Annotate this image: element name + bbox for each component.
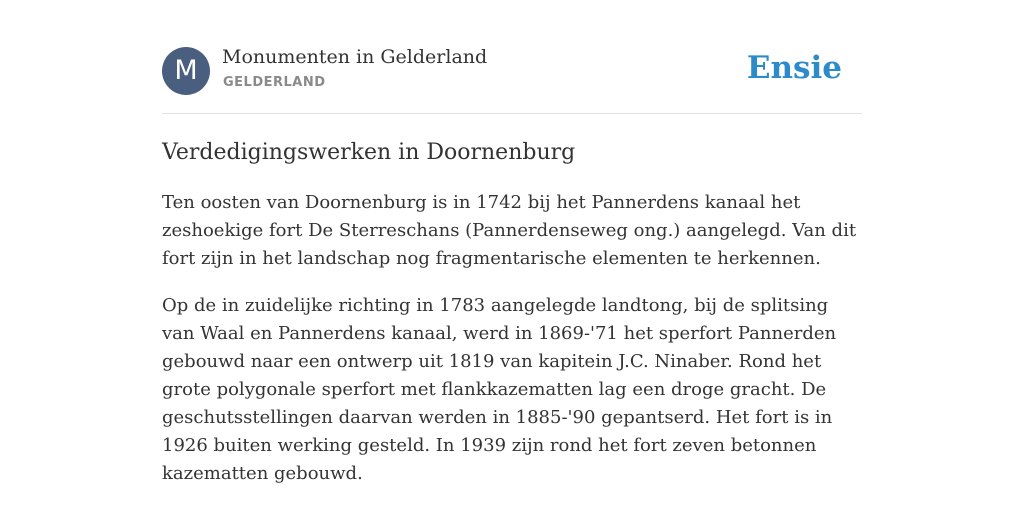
brand-logo[interactable]: Ensie <box>746 50 842 86</box>
article-paragraph: Ten oosten van Doornenburg is in 1742 bij het Pannerdens kanaal het zeshoekige fort De Sterreschans (Pannerdenseweg ong.) aangelegd. Van dit fort zijn in het landschap nog fragmentarische elementen te herkennen. <box>162 192 857 269</box>
article-paragraph: Op de in zuidelijke richting in 1783 aangelegde landtong, bij de splitsing van Waal en Pannerdens kanaal, werd in 1869-'71 het sperfort Pannerden gebouwd naar een ontwerp uit 1819 van kapitein J.C. Ninaber. Rond het grote polygonale sperfort met flankkazematten lag een droge gracht. De geschutsstellingen daarvan werden in 1885-'90 gepantserd. Het fort is in 1926 buiten werking gesteld. In 1939 zijn rond het fort zeven betonnen kazematten gebouwd. <box>162 295 837 484</box>
article-title: Verdedigingswerken in Doornenburg <box>162 140 576 165</box>
article-card <box>162 0 862 488</box>
source-subtitle[interactable]: GELDERLAND <box>223 75 326 90</box>
source-title[interactable]: Monumenten in Gelderland <box>222 46 488 68</box>
avatar[interactable]: M <box>162 47 210 95</box>
source-header <box>162 0 862 114</box>
